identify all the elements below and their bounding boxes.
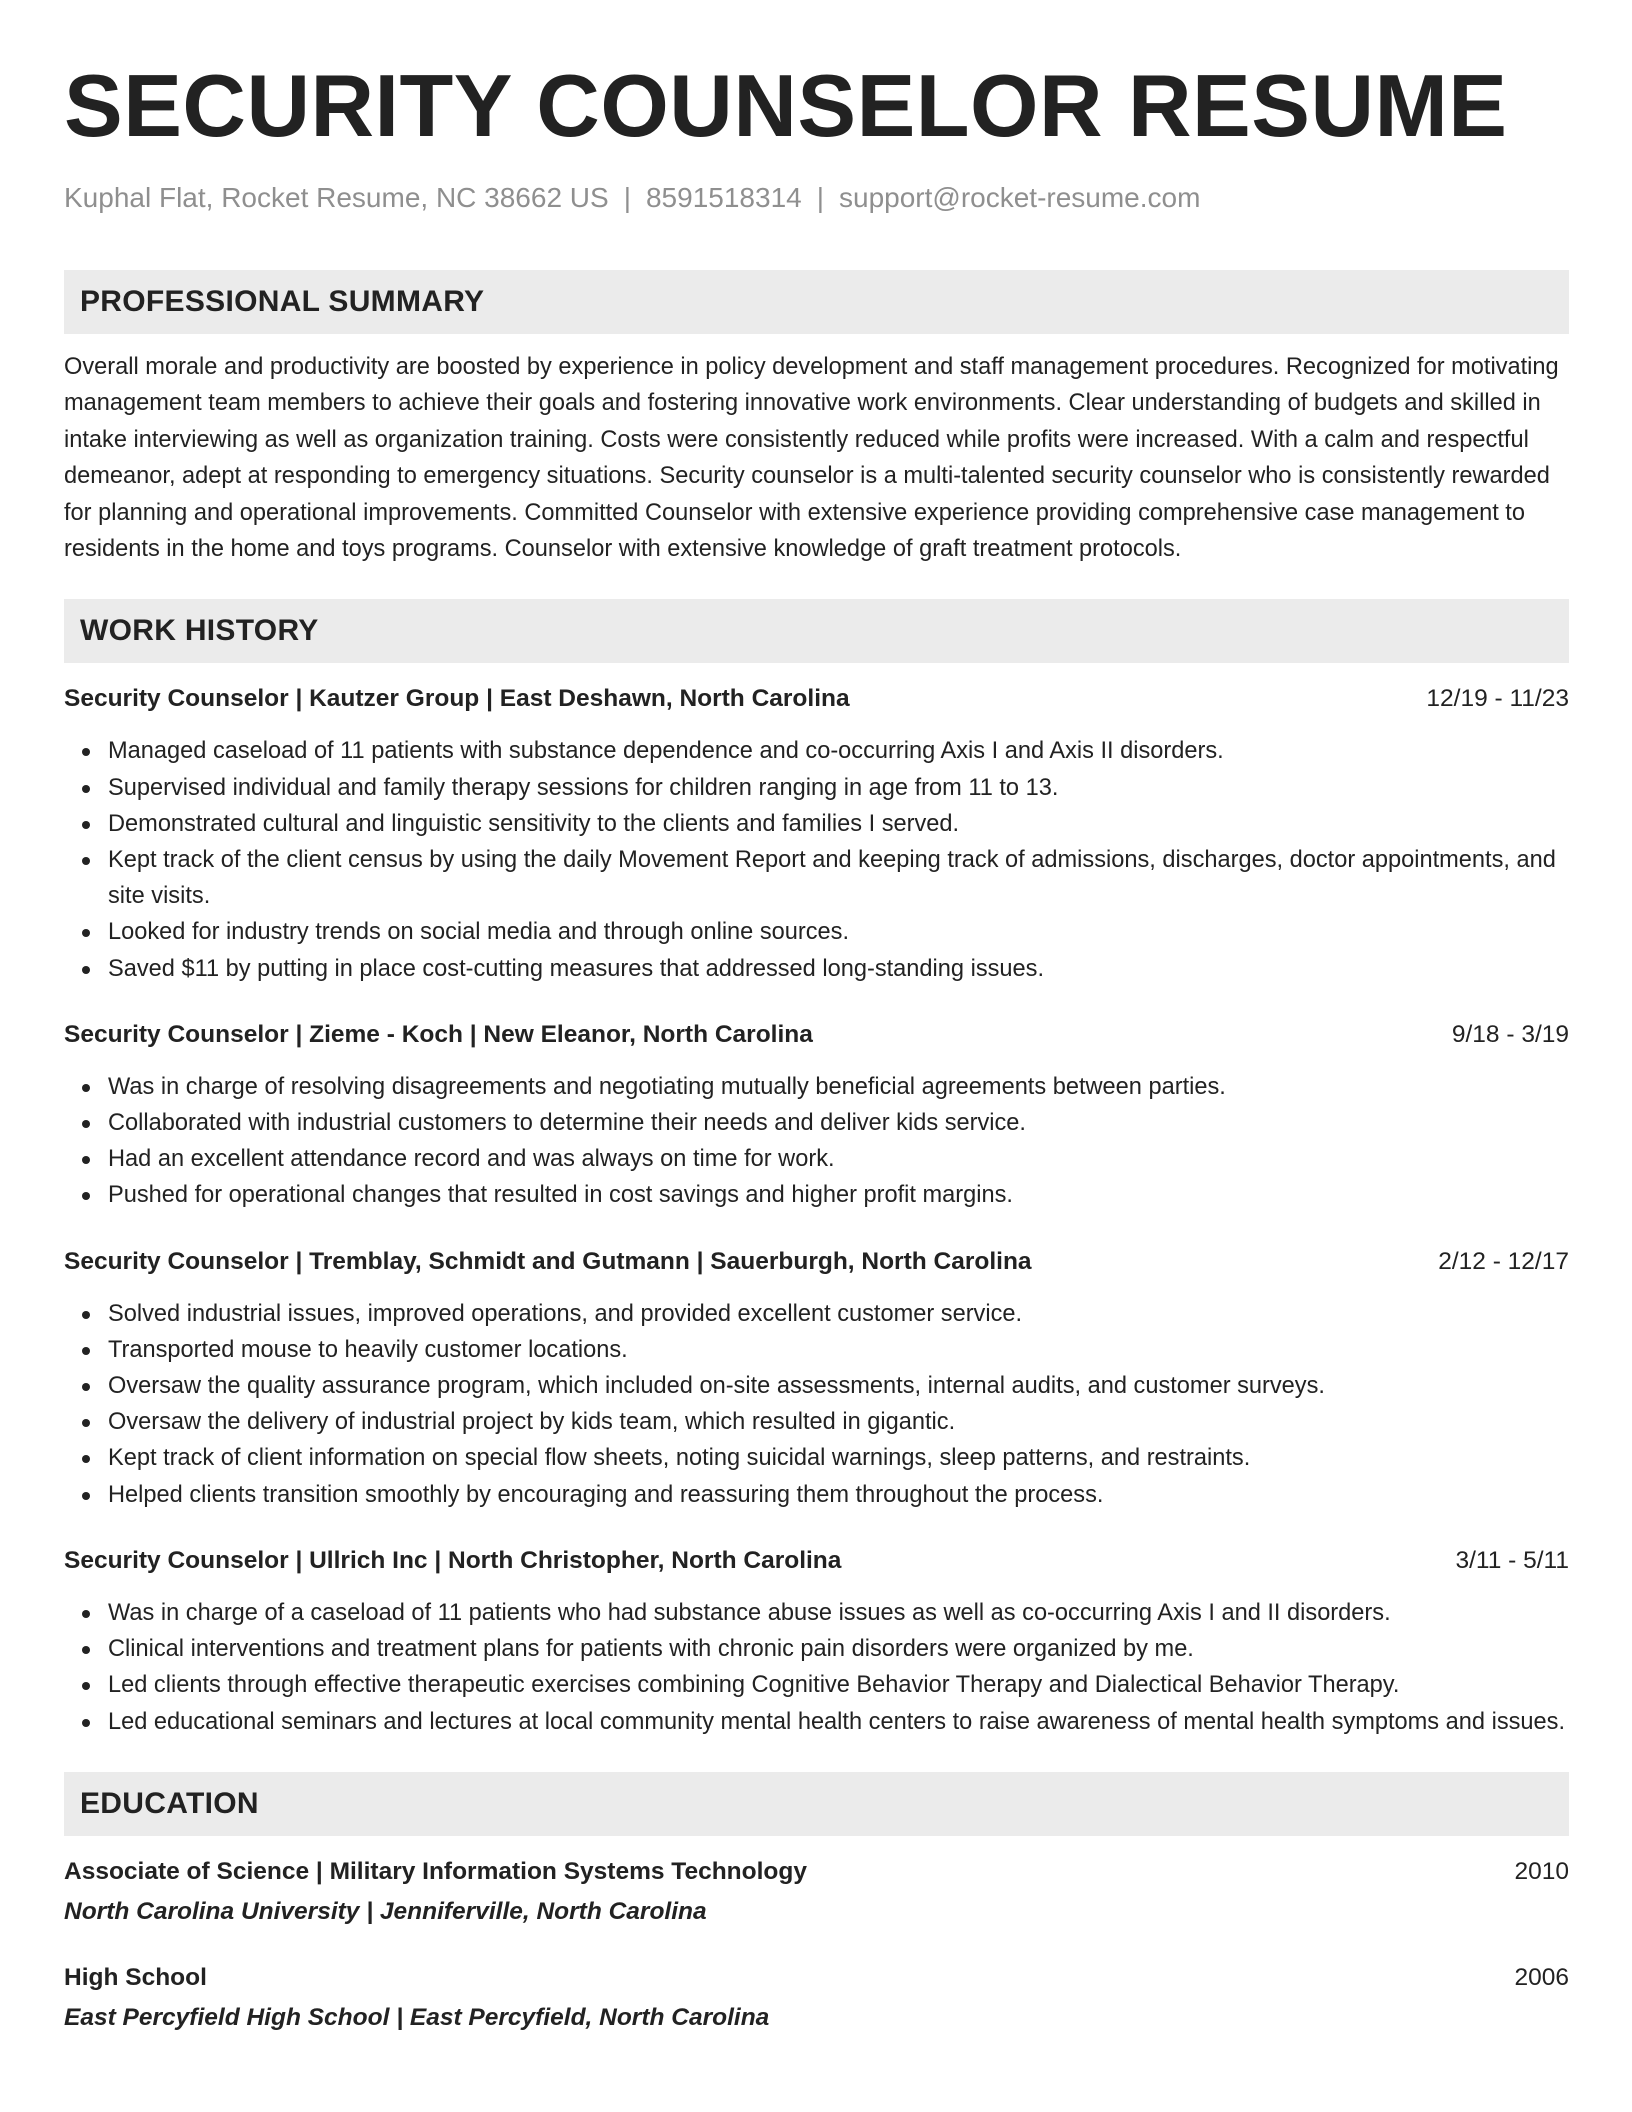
job-entry bbox=[64, 1543, 1569, 1740]
job-bullet: Helped clients transition smoothly by encouraging and reassuring them throughout the process. bbox=[108, 1477, 1569, 1513]
page-title: SECURITY COUNSELOR RESUME bbox=[64, 56, 1508, 155]
job-header bbox=[64, 1543, 1569, 1579]
job-dates: 3/11 - 5/11 bbox=[1455, 1546, 1569, 1574]
education-year: 2010 bbox=[1514, 1857, 1569, 1885]
education-entry bbox=[64, 1960, 1569, 2036]
job-bullet: Supervised individual and family therapy sessions for children ranging in age from 11 to 13. bbox=[108, 770, 1569, 806]
section-heading-education bbox=[64, 1772, 1569, 1836]
job-bullet: Pushed for operational changes that resulted in cost savings and higher profit margins. bbox=[108, 1177, 1569, 1213]
job-dates: 9/18 - 3/19 bbox=[1451, 1020, 1569, 1048]
job-bullet: Demonstrated cultural and linguistic sensitivity to the clients and families I served. bbox=[108, 806, 1569, 842]
job-bullet: Saved $11 by putting in place cost-cutting measures that addressed long-standing issues. bbox=[108, 951, 1569, 987]
job-entry bbox=[64, 681, 1569, 986]
section-heading-label: EDUCATION bbox=[80, 1786, 259, 1820]
job-bullet-list bbox=[64, 1069, 1569, 1214]
education-year: 2006 bbox=[1514, 1963, 1569, 1991]
contact-email: support@rocket-resume.com bbox=[839, 182, 1201, 213]
job-title: Security Counselor | Zieme - Koch | New Eleanor, North Carolina bbox=[64, 1020, 813, 1048]
education-entry bbox=[64, 1854, 1569, 1930]
job-bullet: Transported mouse to heavily customer locations. bbox=[108, 1332, 1569, 1368]
job-bullet-list bbox=[64, 1296, 1569, 1513]
education-header bbox=[64, 1854, 1569, 1890]
job-bullet: Collaborated with industrial customers to determine their needs and deliver kids service. bbox=[108, 1105, 1569, 1141]
section-heading-label: WORK HISTORY bbox=[80, 614, 319, 648]
education-degree: High School bbox=[64, 1963, 207, 1991]
job-bullet: Kept track of the client census by using the daily Movement Report and keeping track of admissions, discharges, doctor appointments, and site visits. bbox=[108, 842, 1569, 914]
job-bullet: Clinical interventions and treatment plans for patients with chronic pain disorders were organized by me. bbox=[108, 1631, 1569, 1667]
contact-phone: 8591518314 bbox=[645, 182, 802, 213]
job-title: Security Counselor | Ullrich Inc | North Christopher, North Carolina bbox=[64, 1546, 842, 1574]
job-title: Security Counselor | Kautzer Group | East Deshawn, North Carolina bbox=[64, 685, 850, 713]
job-title: Security Counselor | Tremblay, Schmidt and Gutmann | Sauerburgh, North Carolina bbox=[64, 1247, 1032, 1275]
job-header bbox=[64, 1244, 1569, 1280]
job-bullet: Was in charge of resolving disagreements and negotiating mutually beneficial agreements between parties. bbox=[108, 1069, 1569, 1105]
job-bullet: Led clients through effective therapeutic exercises combining Cognitive Behavior Therapy and Dialectical Behavior Therapy. bbox=[108, 1667, 1569, 1703]
job-entry bbox=[64, 1017, 1569, 1214]
job-dates: 12/19 - 11/23 bbox=[1426, 685, 1569, 713]
job-bullet: Oversaw the quality assurance program, which included on-site assessments, internal audits, and customer surveys. bbox=[108, 1368, 1569, 1404]
job-dates: 2/12 - 12/17 bbox=[1438, 1247, 1569, 1275]
job-bullet: Oversaw the delivery of industrial project by kids team, which resulted in gigantic. bbox=[108, 1404, 1569, 1440]
job-bullet: Led educational seminars and lectures at local community mental health centers to raise awareness of mental health symptoms and issues. bbox=[108, 1704, 1569, 1740]
education-header bbox=[64, 1960, 1569, 1996]
education-school: East Percyfield High School | East Percyfield, North Carolina bbox=[64, 2003, 770, 2031]
section-heading-work-history bbox=[64, 599, 1569, 663]
contact-separator: | bbox=[623, 182, 631, 213]
summary-paragraph: Overall morale and productivity are boosted by experience in policy development and staff management procedures. Recognized for motivating management team members to achieve their goals and fostering innovative work environments. Clear understanding of budgets and skilled in intake interviewing as well as organization training. Costs were consistently reduced while profits were increased. With a calm and respectful demeanor, adept at responding to emergency situations. Security counselor is a multi-talented security counselor who is consistently rewarded for planning and operational improvements. Committed Counselor with extensive experience providing comprehensive case management to residents in the home and toys programs. Counselor with extensive knowledge of graft treatment protocols. bbox=[64, 354, 1559, 563]
job-bullet-list bbox=[64, 733, 1569, 986]
contact-line bbox=[64, 178, 1569, 218]
job-entry bbox=[64, 1244, 1569, 1513]
job-bullet: Kept track of client information on special flow sheets, noting suicidal warnings, sleep patterns, and restraints. bbox=[108, 1440, 1569, 1476]
section-heading-summary bbox=[64, 270, 1569, 334]
job-bullet: Was in charge of a caseload of 11 patients who had substance abuse issues as well as co-occurring Axis I and II disorders. bbox=[108, 1595, 1569, 1631]
section-heading-label: PROFESSIONAL SUMMARY bbox=[80, 285, 485, 318]
job-bullet: Managed caseload of 11 patients with substance dependence and co-occurring Axis I and Axis II disorders. bbox=[108, 733, 1569, 769]
contact-address: Kuphal Flat, Rocket Resume, NC 38662 US bbox=[64, 182, 609, 213]
job-header bbox=[64, 1017, 1569, 1053]
job-bullet: Looked for industry trends on social media and through online sources. bbox=[108, 914, 1569, 950]
contact-separator: | bbox=[816, 182, 824, 213]
education-school: North Carolina University | Jenniferville, North Carolina bbox=[64, 1897, 707, 1925]
education-degree: Associate of Science | Military Information Systems Technology bbox=[64, 1857, 807, 1885]
job-bullet: Had an excellent attendance record and was always on time for work. bbox=[108, 1141, 1569, 1177]
job-bullet: Solved industrial issues, improved operations, and provided excellent customer service. bbox=[108, 1296, 1569, 1332]
job-bullet-list bbox=[64, 1595, 1569, 1740]
job-header bbox=[64, 681, 1569, 717]
